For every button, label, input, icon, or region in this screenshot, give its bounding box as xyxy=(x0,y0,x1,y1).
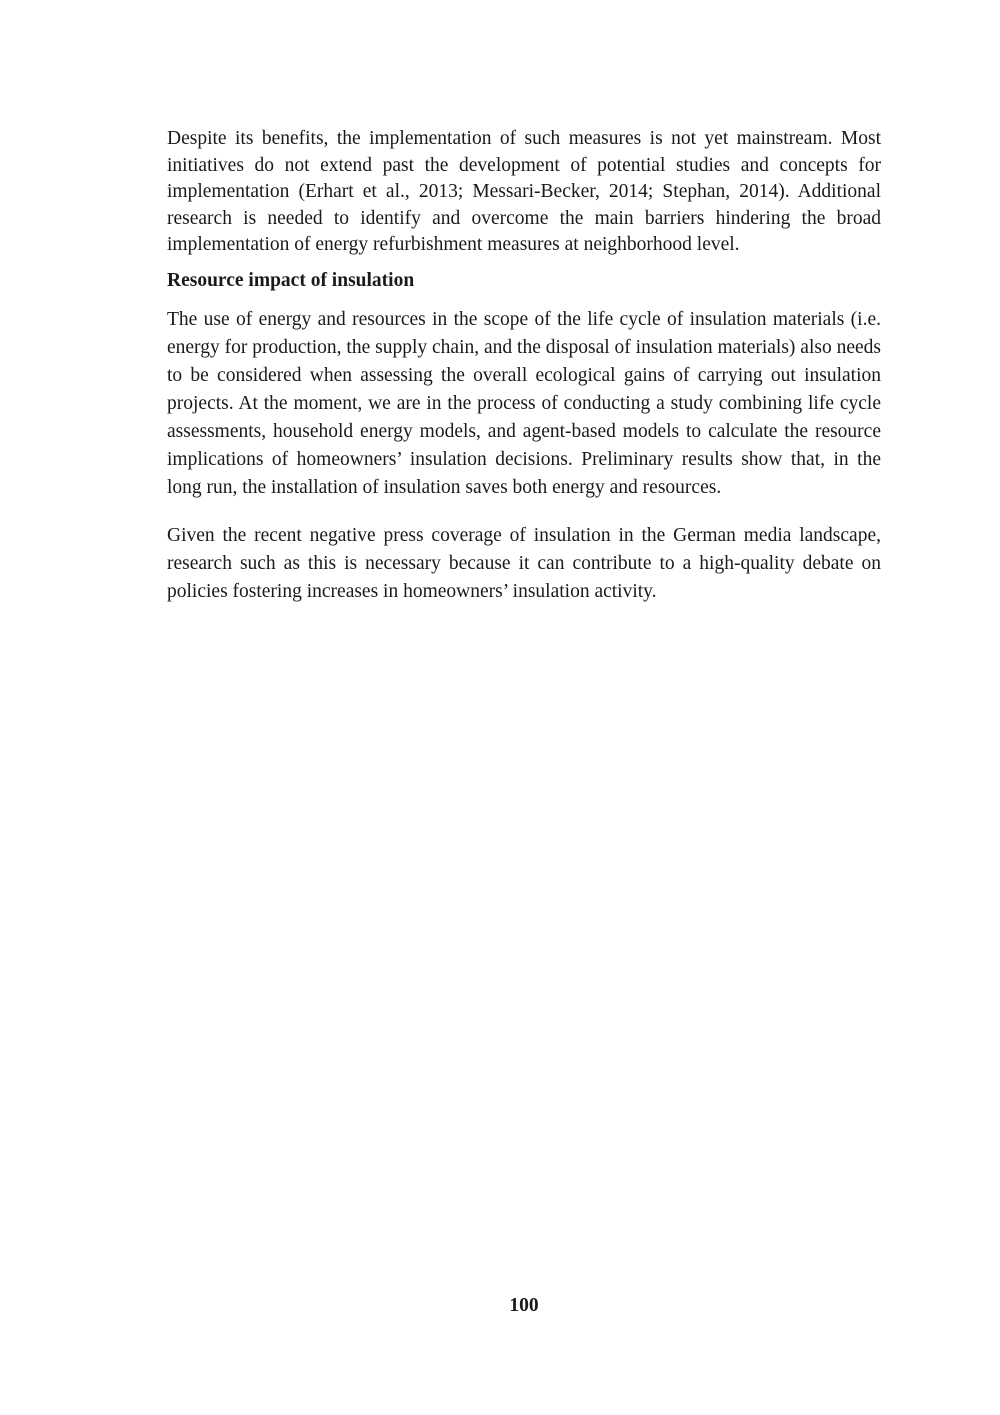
page-body xyxy=(167,126,881,606)
paragraph-intro: Despite its benefits, the implementation of such measures is not yet mainstream. Most initiatives do not extend past the development of potential studies and concepts for implementation (Erhart et al., 2013; Messari-Becker, 2014; Stephan, 2014). Additional research is needed to identify and overcome the main barriers hindering the broad implementation of energy refurbishment measures at neighborhood level. xyxy=(167,128,881,255)
paragraph-conclusion: Given the recent negative press coverage of insulation in the German media landscape, research such as this is necessary because it can contribute to a high-quality debate on policies fostering increases in homeowners’ insulation activity. xyxy=(167,524,881,602)
section-heading: Resource impact of insulation xyxy=(167,269,415,291)
page-number: 100 xyxy=(509,1295,539,1316)
paragraph-resource-impact: The use of energy and resources in the scope of the life cycle of insulation materials (i.e. energy for production, the supply chain, and the disposal of insulation materials) also needs to be considered when assessing the overall ecological gains of carrying out insulation projects. At the moment, we are in the process of conducting a study combining life cycle assessments, household energy models, and agent-based models to calculate the resource implications of homeowners’ insulation decisions. Preliminary results show that, in the long run, the installation of insulation saves both energy and resources. xyxy=(167,308,881,498)
